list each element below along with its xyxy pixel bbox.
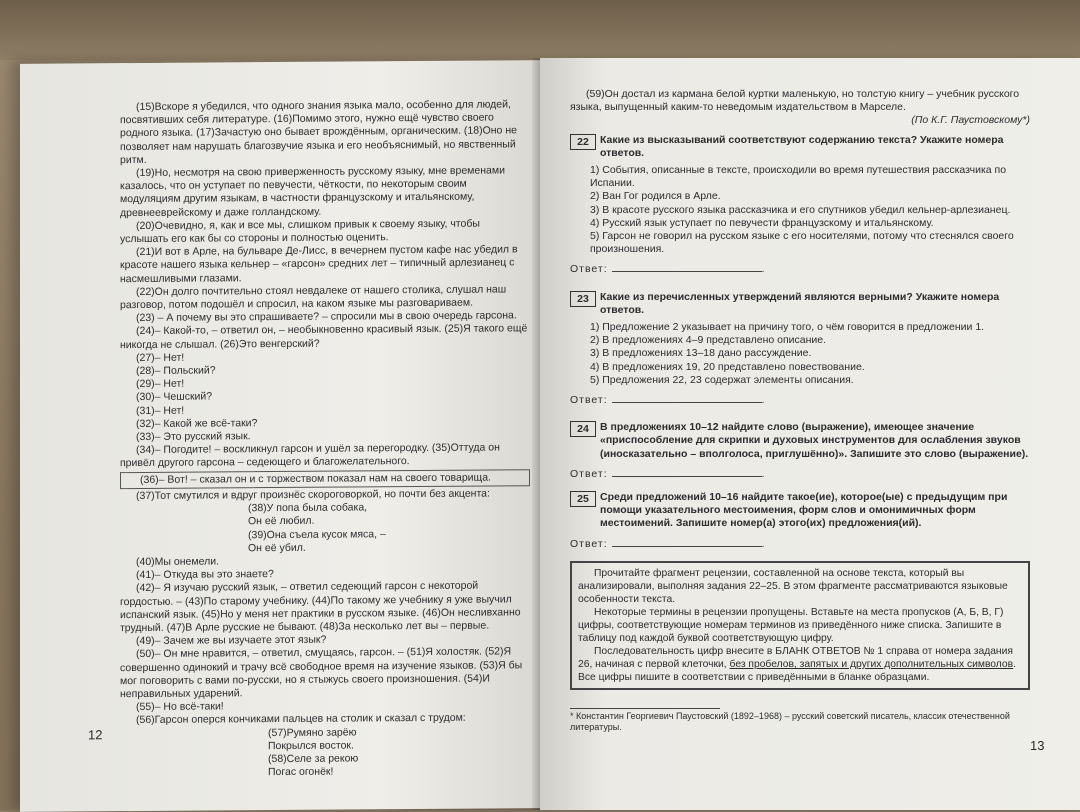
- paragraph: (20)Очевидно, я, как и все мы, слишком привык к своему языку, чтобы услышать его как бы со стороны и полностью оценить.: [120, 217, 480, 246]
- page-number: 12: [88, 727, 103, 743]
- poem-line: Он её убил.: [248, 541, 306, 554]
- paragraph: (22)Он долго почтительно стоял невдалеке от нашего столика, слушал наш разговор, потом подошёл и спросил, на каком языке мы разговариваем.: [120, 283, 507, 312]
- footnote: * Константин Георгиевич Паустовский (1892–1968) – русский советский писатель, классик отечественной литературы.: [570, 710, 1010, 732]
- task-question: Какие из высказываний соответствуют содержанию текста? Укажите номера ответов.: [600, 133, 1004, 159]
- answer-field: Ответ: .: [570, 537, 766, 550]
- options-list: [570, 164, 1030, 256]
- option: 3) В красоте русского языка рассказчика и его спутников убедил кельнер-арлезианец.: [590, 203, 1011, 216]
- answer-label: Ответ:: [570, 394, 608, 407]
- poem-line: Он её любил.: [248, 515, 315, 528]
- answer-line: [612, 467, 762, 477]
- paragraph: (42)– Я изучаю русский язык, – ответил седеющий гарсон с некоторой гордостью. – (43)По старому учебнику. (44)По такому же учебнику я уже выучил испанский язык. (45)Но у меня нет практики в русском языке. (46)Он несливханно трудный. (47)В Арле русские не бывают. (48)За несколько лет вы – первые.: [120, 579, 521, 635]
- option: 1) События, описанные в тексте, происходили во время путешествия рассказчика по Испании.: [590, 164, 1007, 190]
- dialogue-line: (31)– Нет!: [136, 404, 185, 417]
- instruction-box: [570, 561, 1030, 690]
- dialogue-line: (30)– Чешский?: [136, 390, 213, 404]
- paragraph: (55)– Но всё-таки!: [136, 700, 224, 714]
- dialogue-line: (27)– Нет!: [136, 351, 185, 364]
- right-page: [540, 58, 1080, 810]
- option: 4) Русский язык уступает по певучести французскому и итальянскому.: [590, 216, 934, 229]
- paragraph: (37)Тот смутился и вдруг произнёс скороговоркой, но почти без акцента:: [136, 487, 490, 502]
- answer-label: Ответ:: [570, 263, 608, 276]
- paragraph: (41)– Откуда вы это знаете?: [136, 568, 274, 582]
- paragraph: (24)– Какой-то, – ответил он, – необыкновенно красивый язык. (25)Я такого ещё никогда не слышал. (26)Это венгерский?: [120, 322, 528, 351]
- left-text-column: [120, 98, 530, 780]
- answer-label: Ответ:: [570, 537, 608, 550]
- poem-line: (57)Румяно зарёю: [268, 726, 357, 739]
- poem-line: (39)Она съела кусок мяса, –: [248, 527, 386, 541]
- task-question: Среди предложений 10–16 найдите такое(ие), которое(ые) с предыдущим при помощи указательного местоимения, форм слов и омонимичных форм местоимений. Запишите номер(а) этого(их) предложения(ий).: [600, 491, 1008, 530]
- option: 5) Гарсон не говорил на русском языке с его носителями, потому что стеснялся своего произношения.: [590, 230, 1014, 256]
- task-number: 22: [570, 134, 596, 150]
- paragraph: (59)Он достал из кармана белой куртки маленькую, но толстую книгу – учебник русского языка, выпущенный каким-то неведомым издательством в Марселе.: [570, 88, 1020, 114]
- dialogue-line: (32)– Какой же всё-таки?: [136, 417, 258, 430]
- paragraph: (34)– Погодите! – воскликнул гарсон и ушёл за перегородку. (35)Оттуда он привёл другого гарсона – седеющего и благожелательного.: [120, 441, 500, 470]
- paragraph: (23) – А почему вы это спрашиваете? – спросили мы в свою очередь гарсона.: [136, 309, 517, 325]
- task-23: [570, 291, 1030, 408]
- task-number: 25: [570, 491, 596, 507]
- paragraph: (19)Но, несмотря на свою приверженность русскому языку, мне временами казалось, что он уступает по певучести, чёткости, по некоторым своим модуляциям другим языкам, в частности французскому и итальянскому, древнееврейскому и даже голландскому.: [120, 164, 505, 219]
- paragraph: (56)Гарсон оперся кончиками пальцев на столик и сказал с трудом:: [136, 712, 466, 727]
- option: 3) В предложениях 13–18 дано рассуждение.: [590, 347, 812, 360]
- right-text-column: [570, 88, 1030, 733]
- left-page: [20, 60, 540, 812]
- instruction-part: Последовательность цифр внесите в БЛАНК ОТВЕТОВ № 1 справа от номера задания 26, начиная с первой клеточки,: [578, 645, 1013, 670]
- option: 1) Предложение 2 указывает на причину того, о чём говорится в предложении 1.: [590, 321, 985, 334]
- task-question: Какие из перечисленных утверждений являются верными? Укажите номера ответов.: [600, 290, 1000, 316]
- answer-line: [612, 537, 762, 547]
- instruction-text: Некоторые термины в рецензии пропущены. Вставьте на места пропусков (А, Б, В, Г) цифры, соответствующие номерам терминов из приведённого ниже списка. Запишите в таблицу под каждой буквой соответствующую цифру.: [578, 606, 1004, 644]
- answer-line: [612, 393, 762, 403]
- source-attribution: (По К.Г. Паустовскому*): [911, 114, 1030, 127]
- page-number: 13: [1030, 738, 1045, 753]
- option: 5) Предложения 22, 23 содержат элементы описания.: [590, 373, 854, 386]
- paragraph: (15)Вскоре я убедился, что одного знания языка мало, особенно для людей, посвятивших себя литературе. (16)Помимо этого, нужно ещё чувство своего родного языка. (17)Зачастую оно бывает врождённым, органическим. (18)Оно не позволяет нам нарушать благозвучие языка и его необъяснимый, но явственный ритм.: [120, 98, 517, 166]
- task-24: [570, 421, 1030, 481]
- poem-line: (38)У попа была собака,: [248, 501, 368, 515]
- instruction-text: Прочитайте фрагмент рецензии, составленной на основе текста, который вы анализировали, выполняя задания 22–25. В этом фрагменте рассматриваются языковые особенности текста.: [578, 567, 1008, 605]
- dialogue-line: (33)– Это русский язык.: [136, 430, 251, 444]
- desk-edge: [0, 0, 1080, 60]
- options-list: [570, 321, 1030, 387]
- dialogue-line: (28)– Польский?: [136, 364, 216, 378]
- answer-field: Ответ: .: [570, 467, 766, 480]
- paragraph: (21)И вот в Арле, на бульваре Де-Лисс, в вечернем пустом кафе нас убедил в красоте нашего языка кельнер – «гарсон» средних лет – типичный арлезианец с насмешливыми глазами.: [120, 243, 518, 285]
- paragraph: (40)Мы онемели.: [136, 555, 219, 568]
- instruction-part: . Все цифры пишите в соответствии с приведёнными в бланке образцами.: [578, 658, 1016, 683]
- answer-field: Ответ: .: [570, 263, 766, 276]
- dialogue-line: (29)– Нет!: [136, 377, 185, 391]
- task-number: 24: [570, 421, 596, 437]
- answer-field: Ответ: .: [570, 394, 766, 407]
- task-22: [570, 134, 1030, 277]
- poem-line: Покрылся восток.: [268, 739, 354, 752]
- poem-line: (58)Селе за рекою: [268, 752, 359, 766]
- task-25: [570, 491, 1030, 551]
- instruction-text: [578, 645, 1022, 684]
- paragraph: (50)– Он мне нравится, – ответил, смущаясь, гарсон. – (51)Я холостяк. (52)Я совершенно одинокий и трачу всё свободное время на изучение языков. (53)Я бы мог поговорить с вами по-русски, но я стыжусь своего произношения. (54)И неправильных ударений.: [120, 645, 523, 701]
- task-question: В предложениях 10–12 найдите слово (выражение), имеющее значение «приспособление для скрипки и духовых инструментов для ослабления звуков (иносказательно – вполголоса, приглушённо)». Запишите это слово (выражение).: [600, 421, 1029, 460]
- answer-line: [612, 262, 762, 272]
- option: 2) В предложениях 4–9 представлено описание.: [590, 334, 827, 347]
- instruction-underlined: без пробелов, запятых и других дополнительных символов: [729, 658, 1014, 670]
- boxed-sentence: (36)– Вот! – сказал он и с торжеством показал нам на своего товарища.: [120, 469, 530, 489]
- option: 2) Ван Гог родился в Арле.: [590, 190, 721, 203]
- task-number: 23: [570, 291, 596, 307]
- footnote-rule: [570, 708, 720, 709]
- paragraph: (49)– Зачем же вы изучаете этот язык?: [136, 633, 327, 648]
- option: 4) В предложениях 19, 20 представлено повествование.: [590, 360, 865, 373]
- poem-line: Погас огонёк!: [268, 765, 334, 779]
- answer-label: Ответ:: [570, 467, 608, 480]
